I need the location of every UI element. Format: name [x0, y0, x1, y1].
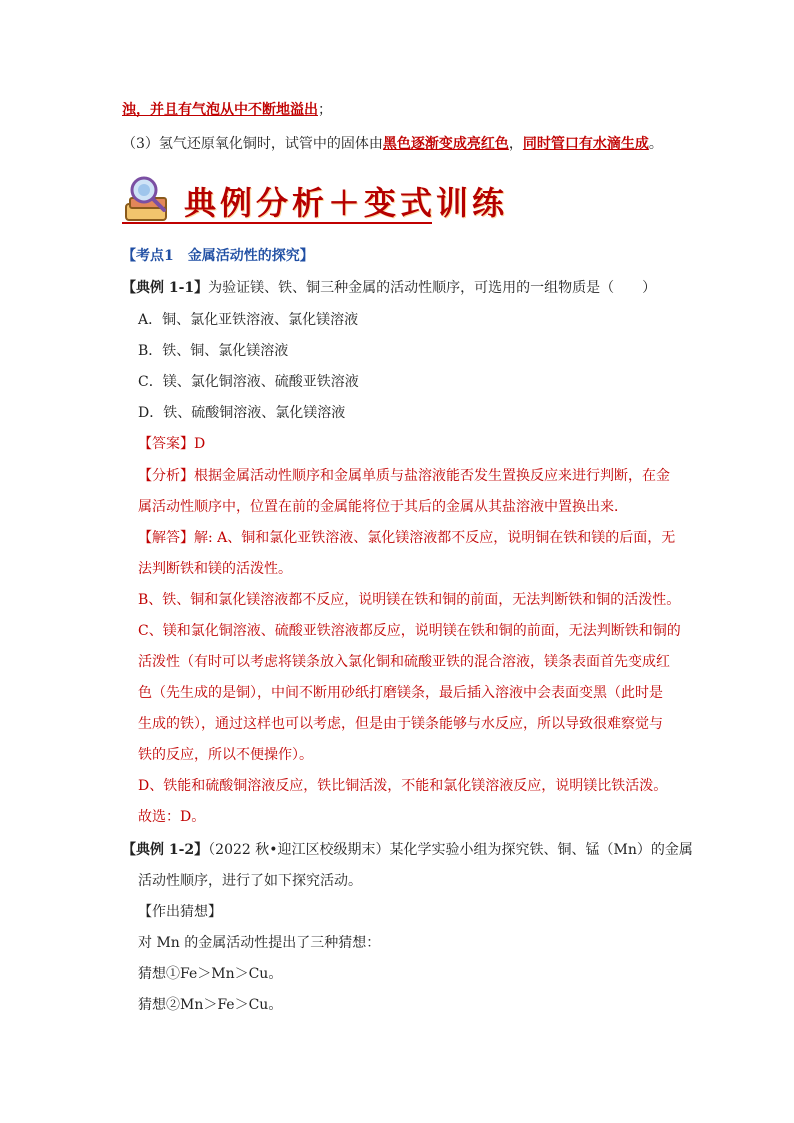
- magnifier-book-icon: [122, 174, 174, 224]
- option-c: C．镁、氯化铜溶液、硫酸亚铁溶液: [138, 374, 359, 390]
- kaodian-heading: 【考点1 金属活动性的探究】: [122, 248, 314, 264]
- solve-c-line-2: 活泼性（有时可以考虑将镁条放入氯化铜和硫酸亚铁的混合溶液，镁条表面首先变成红: [138, 654, 670, 670]
- solve-tag: 【解答】: [138, 530, 194, 546]
- guess-intro: 对 Mn 的金属活动性提出了三种猜想：: [138, 935, 381, 951]
- analysis-line-1: 【分析】根据金属活动性顺序和金属单质与盐溶液能否发生置换反应来进行判断，在金: [138, 468, 670, 484]
- highlight-water-drops: 同时管口有水滴生成: [522, 136, 649, 152]
- analysis-tag: 【分析】: [138, 468, 194, 484]
- intro-red-text: 浊，并且有气泡从中不断地溢出: [122, 102, 318, 118]
- guess-1: 猜想①Fe＞Mn＞Cu。: [138, 966, 283, 982]
- option-d: D．铁、硫酸铜溶液、氯化镁溶液: [138, 405, 346, 421]
- example-tag: 【典例 1-1】: [122, 280, 209, 296]
- answer-tag: 【答案】: [138, 436, 194, 452]
- example-tag: 【典例 1-2】: [122, 842, 209, 858]
- highlight-black-to-red: 黑色逐渐变成亮红色: [382, 136, 509, 152]
- banner-underline: [122, 222, 432, 224]
- solve-c-line-4: 生成的铁），通过这样也可以考虑，但是由于镁条能够与水反应，所以导致很难察觉与: [138, 716, 663, 732]
- solve-c-line-1: C、镁和氯化铜溶液、硫酸亚铁溶液都反应，说明镁在铁和铜的前面，无法判断铁和铜的: [138, 623, 681, 639]
- option-b: B．铁、铜、氯化镁溶液: [138, 343, 289, 359]
- choose-line: 故选：D。: [138, 809, 206, 825]
- answer-line: [138, 434, 205, 454]
- solve-a-line-1: 【解答】解: A、铜和氯化亚铁溶液、氯化镁溶液都不反应，说明铜在铁和镁的后面，无: [138, 530, 676, 546]
- solve-d: D、铁能和硫酸铜溶液反应，铁比铜活泼，不能和氯化镁溶液反应，说明镁比铁活泼。: [138, 778, 668, 794]
- guess-heading: 【作出猜想】: [138, 904, 222, 920]
- solve-c-line-3: 色（先生成的是铜），中间不断用砂纸打磨镁条，最后插入溶液中会表面变黑（此时是: [138, 685, 663, 701]
- example-1-2-line-1: 【典例 1-2】（2022 秋•迎江区校级期末）某化学实验小组为探究铁、铜、锰（Mn）的金属: [122, 842, 693, 858]
- intro-line-1: 浊，并且有气泡从中不断地溢出；: [122, 102, 332, 118]
- answer-value: D: [194, 436, 206, 452]
- option-a: A．铜、氯化亚铁溶液、氯化镁溶液: [138, 312, 359, 328]
- intro-line-2: （3）氢气还原氧化铜时，试管中的固体由黑色逐渐变成亮红色，同时管口有水滴生成。: [122, 136, 663, 152]
- banner-title: 典例分析＋变式训练: [184, 184, 509, 222]
- example-1-1-question: 【典例 1-1】为验证镁、铁、铜三种金属的活动性顺序，可选用的一组物质是（ ）: [122, 280, 657, 296]
- solve-a-line-2: 法判断铁和镁的活泼性。: [138, 561, 292, 577]
- solve-c-line-5: 铁的反应，所以不便操作）。: [138, 747, 313, 763]
- example-1-2-line-2: 活动性顺序，进行了如下探究活动。: [138, 873, 362, 889]
- solve-b: B、铁、铜和氯化镁溶液都不反应，说明镁在铁和铜的前面，无法判断铁和铜的活泼性。: [138, 592, 681, 608]
- analysis-line-2: 属活动性顺序中，位置在前的金属能将位于其后的金属从其盐溶液中置换出来．: [138, 499, 628, 515]
- guess-2: 猜想②Mn＞Fe＞Cu。: [138, 997, 283, 1013]
